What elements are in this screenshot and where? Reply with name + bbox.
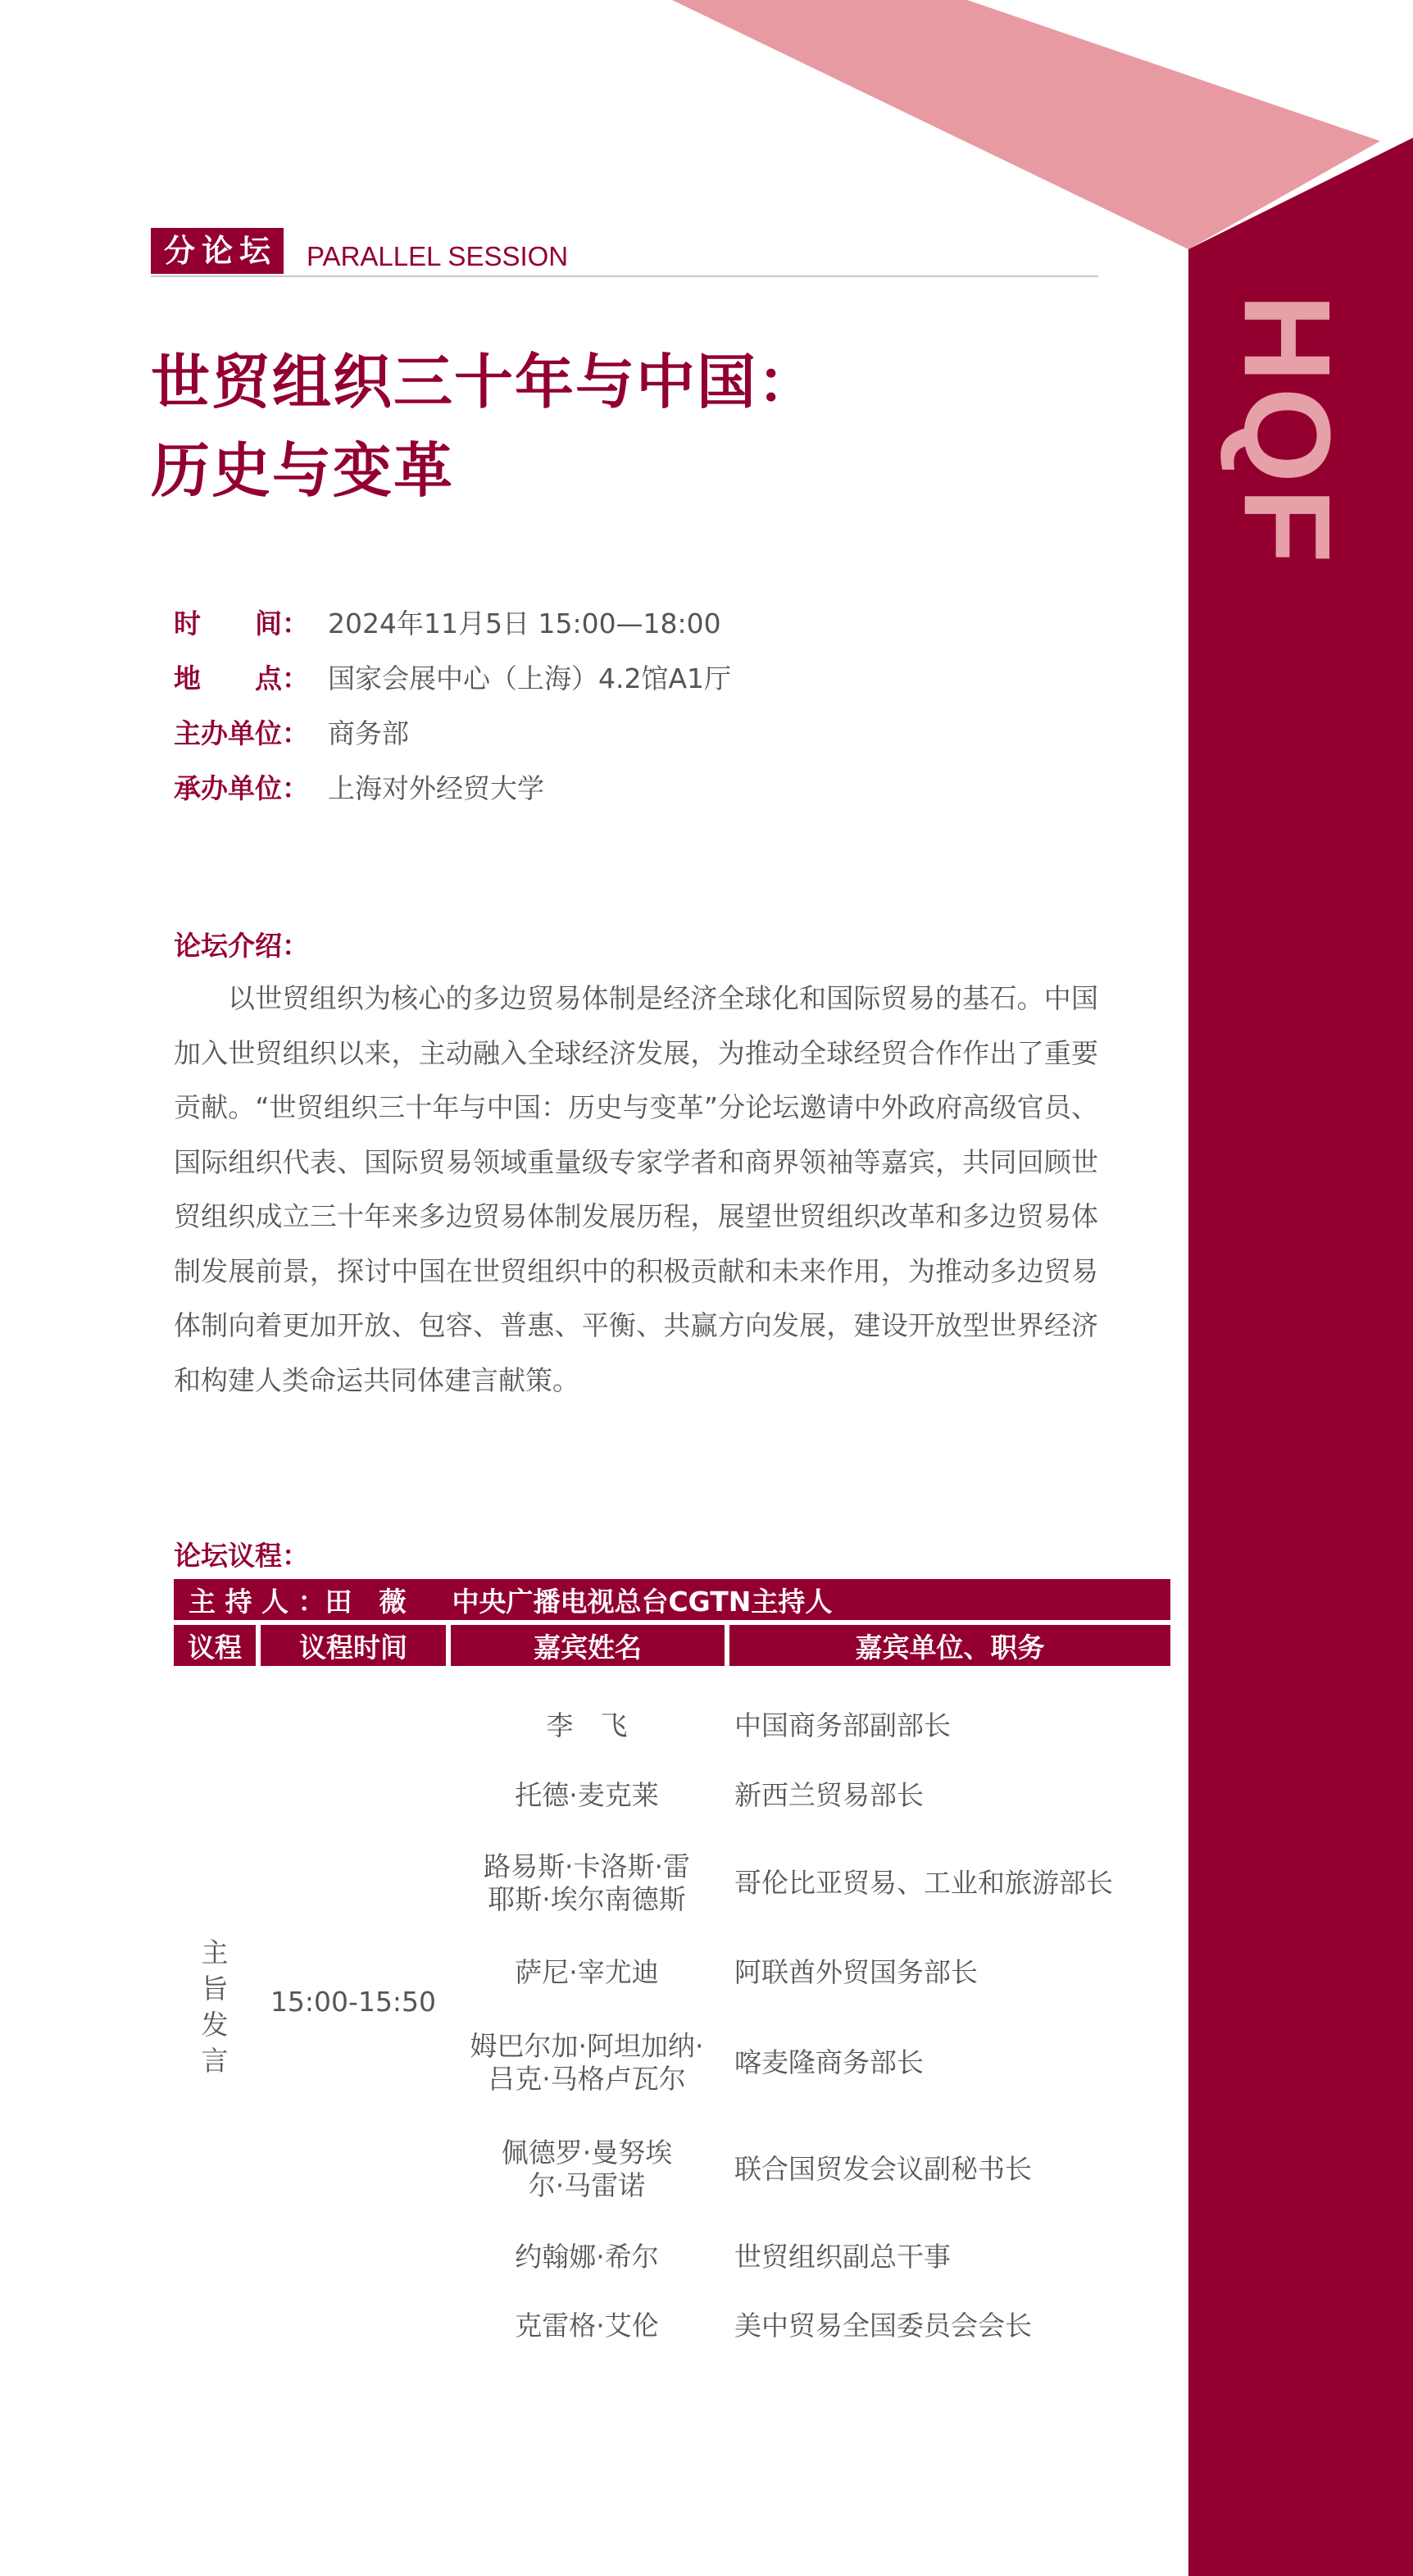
info-label: 时 间： (174, 608, 309, 639)
info-value: 2024年11月5日 15:00—18:00 (328, 608, 721, 639)
guest-title: 中国商务部副部长 (734, 1709, 951, 1741)
page-title (151, 338, 818, 515)
guest-name (449, 2241, 725, 2273)
info-row-organizer (174, 704, 731, 759)
guest-name (449, 1850, 725, 1916)
info-label: 承办单位： (174, 772, 309, 804)
col-header-guest-title: 嘉宾单位、职务 (729, 1625, 1170, 1666)
col-header-session: 议程 (174, 1625, 256, 1666)
host-bar (174, 1579, 1170, 1620)
title-line-2: 历史与变革 (151, 436, 455, 505)
guest-name-line: 姆巴尔加·阿坦加纳· (470, 2030, 704, 2062)
guest-title: 世贸组织副总干事 (734, 2241, 951, 2273)
guest-title: 喀麦隆商务部长 (734, 2046, 924, 2078)
host-label: 主 持 人 ：田 薇 (189, 1585, 407, 1618)
guest-title: 阿联酋外贸国务部长 (734, 1956, 978, 1988)
info-value: 国家会展中心（上海）4.2馆A1厅 (328, 662, 732, 694)
session-name-char: 发 (201, 2009, 229, 2041)
session-time: 15:00-15:50 (270, 1986, 437, 2018)
guest-name (449, 1709, 725, 1742)
guest-name-line: 耶斯·埃尔南德斯 (488, 1883, 686, 1915)
guest-name-line: 吕克·马格卢瓦尔 (488, 2063, 686, 2095)
info-label: 地 点： (174, 662, 309, 694)
guest-name (449, 1956, 725, 1989)
guest-name-line: 克雷格·艾伦 (515, 2310, 659, 2342)
intro-paragraph: 以世贸组织为核心的多边贸易体制是经济全球化和国际贸易的基石。中国加入世贸组织以来，主动融入全球经济发展，为推动全球经贸合作作出了重要贡献。“世贸组织三十年与中国：历史与变革”分论坛邀请中外政府高级官员、国际组织代表、国际贸易领域重量级专家学者和商界领袖等嘉宾，共同回顾世贸组织成立三十年来多边贸易体制发展历程，展望世贸组织改革和多边贸易体制发展前景，探讨中国在世贸组织中的积极贡献和未来作用，为推动多边贸易体制向着更加开放、包容、普惠、平衡、共赢方向发展，建设开放型世界经济和构建人类命运共同体建言献策。 (174, 982, 1098, 1396)
guest-name-line: 尔·马雷诺 (528, 2169, 646, 2201)
col-header-guest-name: 嘉宾姓名 (451, 1625, 725, 1666)
session-name (174, 1935, 256, 2079)
session-name-char: 主 (201, 1937, 229, 1968)
info-row-time (174, 594, 731, 649)
guest-name-line: 约翰娜·希尔 (515, 2241, 659, 2273)
guest-title: 美中贸易全国委员会会长 (734, 2310, 1032, 2342)
info-value: 上海对外经贸大学 (328, 772, 544, 804)
info-row-host-org (174, 759, 731, 814)
guest-name-line: 托德·麦克莱 (515, 1779, 659, 1811)
guest-name-line: 路易斯·卡洛斯·雷 (484, 1850, 690, 1882)
event-info (174, 594, 731, 814)
guest-title: 新西兰贸易部长 (734, 1779, 924, 1811)
title-line-1: 世贸组织三十年与中国： (151, 348, 819, 416)
session-name-char: 言 (201, 2045, 229, 2077)
intro-heading: 论坛介绍： (174, 930, 309, 962)
header-divider (151, 275, 1098, 277)
info-label: 主办单位： (174, 717, 309, 749)
session-tag: 分论坛 (151, 228, 284, 274)
guest-name (449, 2310, 725, 2342)
side-logo-text: HQF (1218, 293, 1356, 568)
guest-name-line: 李 飞 (546, 1709, 628, 1741)
info-row-venue (174, 649, 731, 704)
col-header-time: 议程时间 (261, 1625, 446, 1666)
guest-name (449, 2137, 725, 2202)
info-value: 商务部 (328, 717, 409, 749)
guest-name (449, 2030, 725, 2096)
guest-name (449, 1779, 725, 1812)
agenda-heading: 论坛议程： (174, 1540, 309, 1572)
guest-title: 联合国贸发会议副秘书长 (734, 2153, 1032, 2185)
session-name-char: 旨 (201, 1973, 229, 2005)
session-tag-english: PARALLEL SESSION (307, 241, 569, 271)
guest-name-line: 萨尼·宰尤迪 (515, 1956, 659, 1988)
host-title: 中央广播电视总台CGTN主持人 (452, 1585, 833, 1618)
guest-name-line: 佩德罗·曼努埃 (501, 2137, 673, 2169)
side-logo-hqf (1218, 293, 1356, 568)
guest-title: 哥伦比亚贸易、工业和旅游部长 (734, 1867, 1113, 1899)
